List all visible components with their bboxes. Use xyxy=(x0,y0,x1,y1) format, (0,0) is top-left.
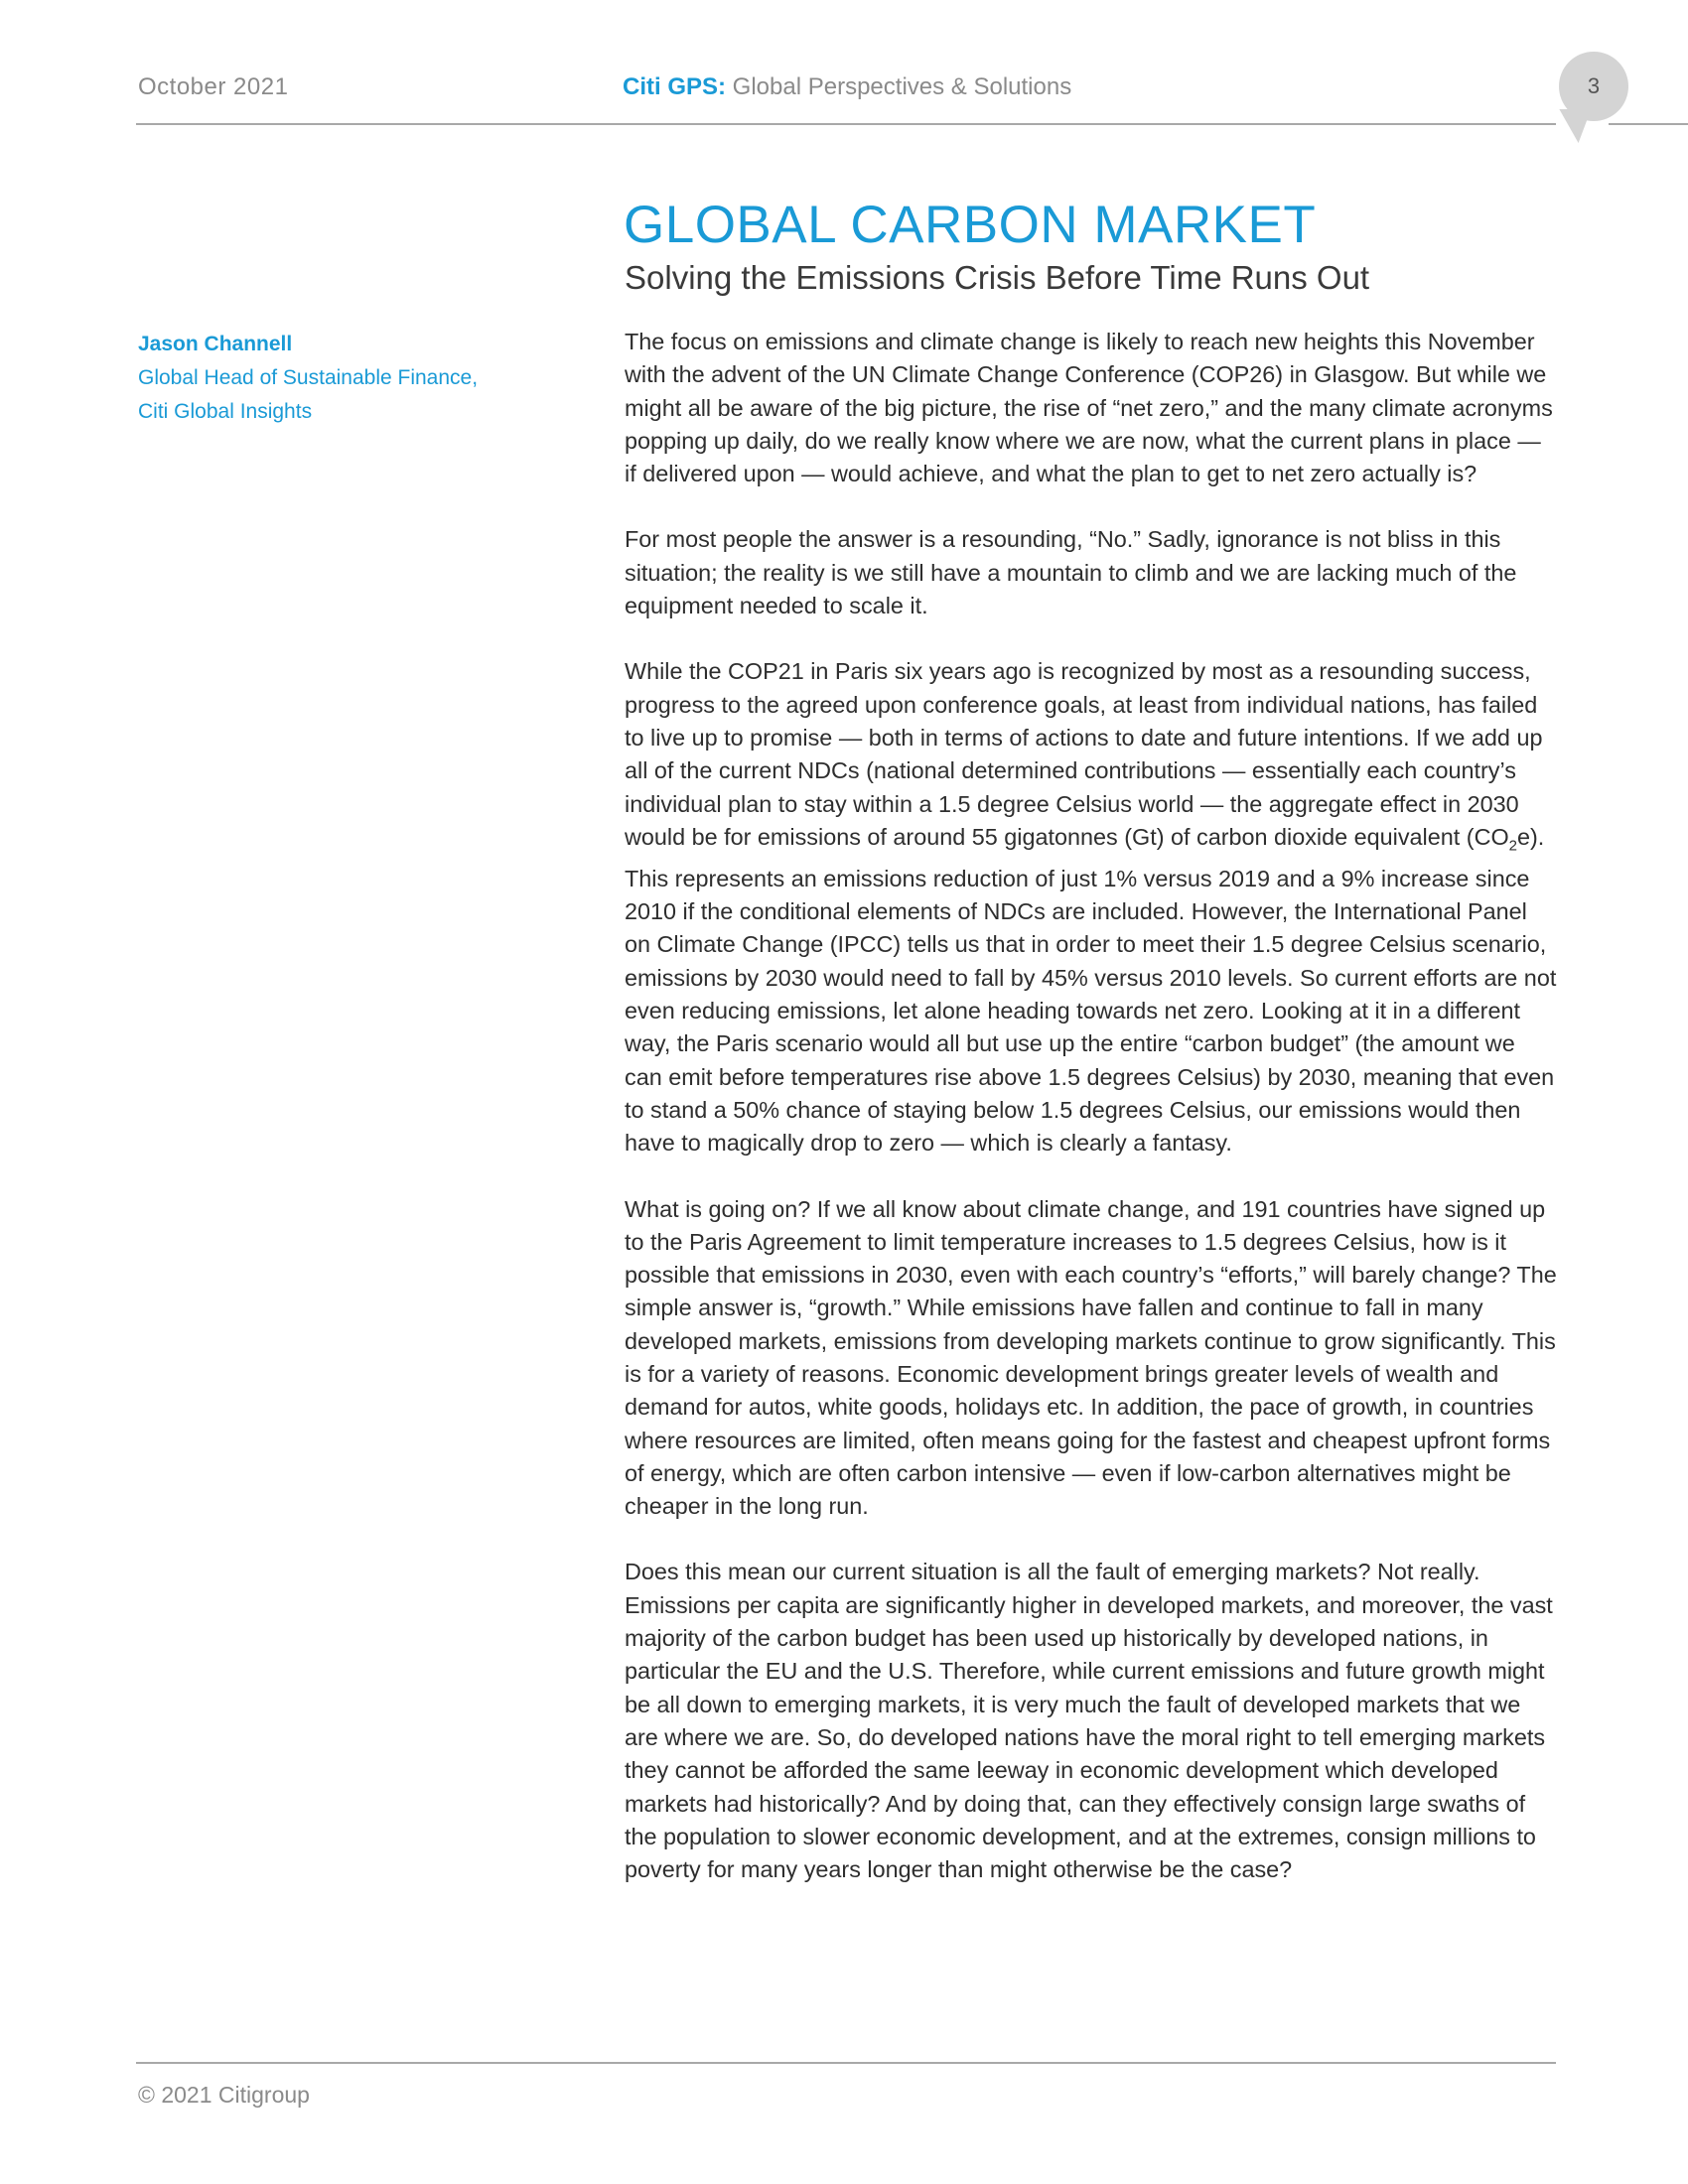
paragraph-5: Does this mean our current situation is all the fault of emerging markets? Not really. Emissions per capita are significantly higher in developed markets, and moreover, the vast majority of the carbon budget has been used up historically by developed nations, in particular the EU and the U.S. Therefore, while current emissions and future growth might be all down to emerging markets, it is very much the fault of developed markets that we are where we are. So, do developed nations have the moral right to tell emerging markets they cannot be afforded the same leeway in economic development which developed markets had historically? And by doing that, can they effectively consign large swaths of the population to slower economic development, and at the extremes, consign millions to poverty for many years longer than might otherwise be the case? xyxy=(625,1559,1553,1883)
article-subtitle: Solving the Emissions Crisis Before Time Runs Out xyxy=(625,259,1370,296)
co2-subscript: 2 xyxy=(1508,837,1517,855)
author-name: Jason Channell xyxy=(138,333,293,355)
header-divider-right xyxy=(1609,123,1688,125)
paragraph-4: What is going on? If we all know about climate change, and 191 countries have signed up to the Paris Agreement to limit temperature increases to 1.5 degrees Celsius, how is it possible that emissions in 2030, even with each country’s “efforts,” will barely change? The simple answer is, “growth.” While emissions have fallen and continue to fall in many developed markets, emissions from developing markets continue to grow significantly. This is for a variety of reasons. Economic development brings greater levels of wealth and demand for autos, white goods, holidays etc. In addition, the pace of growth, in countries where resources are limited, often means going for the fastest and cheapest upfront forms of energy, which are often carbon intensive — even if low-carbon alternatives might be cheaper in the long run. xyxy=(625,1195,1557,1520)
author-block xyxy=(138,328,535,429)
footer-copyright: © 2021 Citigroup xyxy=(138,2082,310,2108)
paragraph-3 xyxy=(625,655,1558,1160)
author-org: Citi Global Insights xyxy=(138,400,313,423)
paragraph-3-part-b: e). This represents an emissions reduction of just 1% versus 2019 and a 9% increase since 2010 if the conditional elements of NDCs are included. However, the International Panel on Climate Change (IPCC) tells us that in order to meet their 1.5 degree Celsius scenario, emissions by 2030 would need to fall by 45% versus 2010 levels. So current efforts are not even reducing emissions, let alone heading towards net zero. Looking at it in a different way, the Paris scenario would all but use up the entire “carbon budget” (the amount we can emit before temperatures rise above 1.5 degrees Celsius) by 2030, meaning that even to stand a 50% chance of staying below 1.5 degrees Celsius, our emissions would then have to magically drop to zero — which is clearly a fantasy. xyxy=(625,823,1557,1157)
article-title: GLOBAL CARBON MARKET xyxy=(624,196,1317,254)
paragraph-3-part-a: While the COP21 in Paris six years ago is recognized by most as a resounding success, progress to the agreed upon conference goals, at least from individual nations, has failed to live up to promise — both in terms of actions to date and future intentions. If we add up all of the current NDCs (national determined contributions — essentially each country’s individual plan to stay within a 1.5 degree Celsius world — the aggregate effect in 2030 would be for emissions of around 55 gigatonnes (Gt) of carbon dioxide equivalent (CO xyxy=(625,658,1543,850)
header-divider xyxy=(136,123,1556,125)
paragraph-1: The focus on emissions and climate change is likely to reach new heights this November with the advent of the UN Climate Change Conference (COP26) in Glasgow. But while we might all be aware of the big picture, the rise of “net zero,” and the many climate acronyms popping up daily, do we really know where we are now, what the current plans in place — if delivered upon — would achieve, and what the plan to get to net zero actually is? xyxy=(625,329,1553,487)
header-brand xyxy=(623,73,1071,101)
page-number-badge xyxy=(1559,52,1628,121)
author-role: Global Head of Sustainable Finance, xyxy=(138,366,479,389)
article-body xyxy=(625,326,1558,1919)
page-number: 3 xyxy=(1587,73,1601,98)
paragraph-2: For most people the answer is a resounding, “No.” Sadly, ignorance is not bliss in this situation; the reality is we still have a mountain to climb and we are lacking much of the equipment needed to scale it. xyxy=(625,526,1517,619)
footer-divider xyxy=(136,2062,1556,2064)
brand-name: Citi GPS: xyxy=(623,73,727,100)
header-date: October 2021 xyxy=(138,73,289,100)
brand-tagline: Global Perspectives & Solutions xyxy=(726,73,1072,100)
